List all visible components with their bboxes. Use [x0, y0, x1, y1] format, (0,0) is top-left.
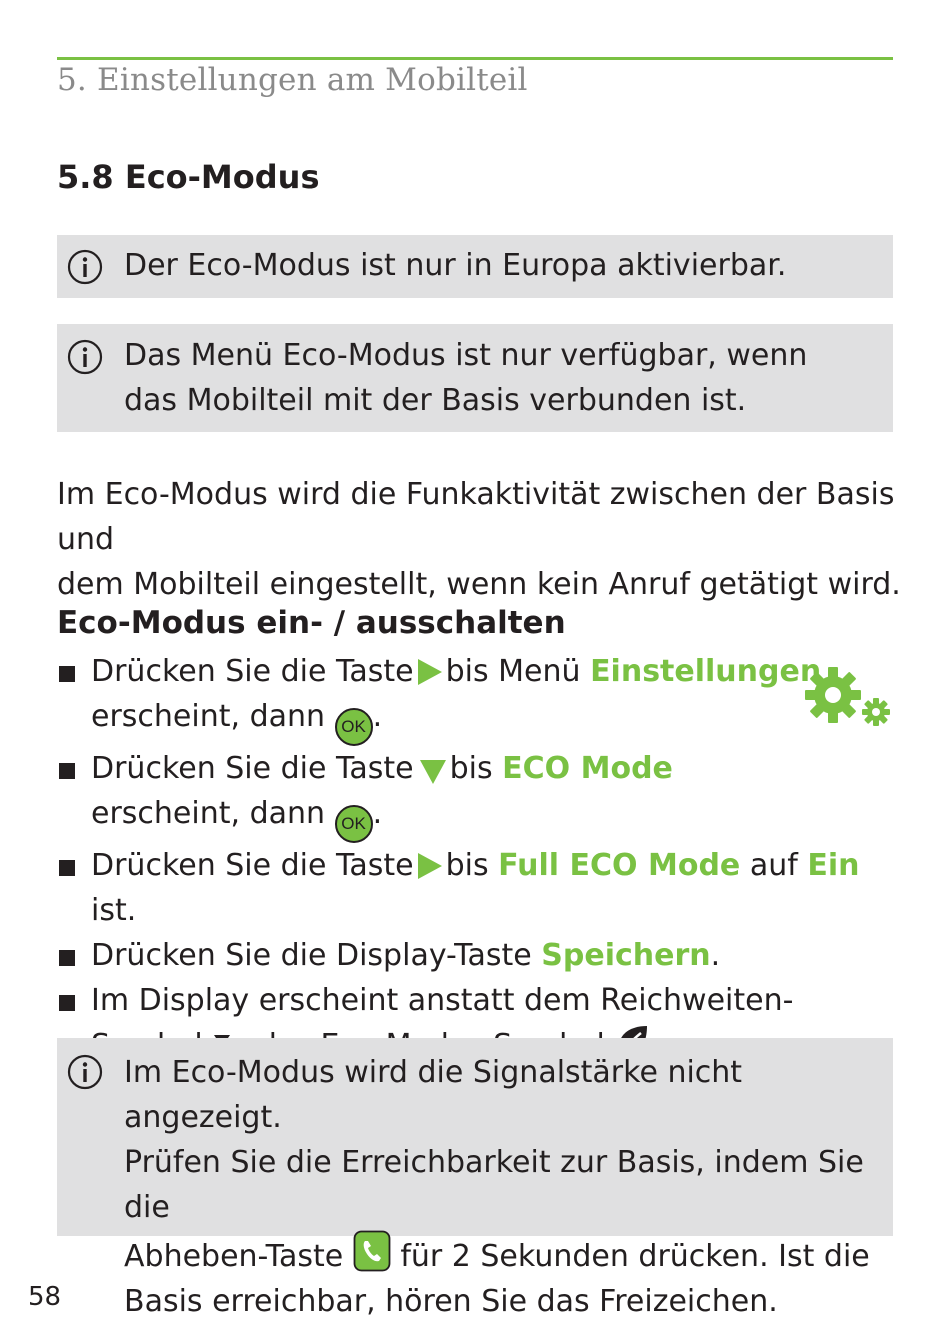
page-number: 58: [28, 1282, 62, 1312]
bullet: [59, 763, 75, 779]
info-icon: [67, 249, 103, 285]
note-line: Abheben-Taste für 2 Sekunden drücken. Ist die: [124, 1230, 893, 1279]
note-line: Prüfen Sie die Erreichbarkeit zur Basis, indem Sie die: [124, 1145, 864, 1225]
call-key-icon: [353, 1230, 391, 1272]
note-line: Das Menü Eco-Modus ist nur verfügbar, wenn: [124, 338, 808, 373]
procedure-heading: Eco-Modus ein- / ausschalten: [57, 605, 566, 641]
chapter-title: 5. Einstellungen am Mobilteil: [57, 62, 528, 98]
note-line: Basis erreichbar, hören Sie das Freizeichen.: [124, 1284, 778, 1319]
note-text: [124, 333, 807, 423]
note-box-menu-availability: [57, 324, 893, 432]
procedure-steps: [57, 649, 907, 1068]
list-item: Drücken Sie die Taste bis ECO Mode erscheint, dann OK .: [57, 746, 907, 843]
arrow-down-icon: [420, 760, 446, 784]
list-item: Drücken Sie die Taste bis Full ECO Mode auf Ein ist.: [57, 843, 907, 933]
intro-line: Im Eco-Modus wird die Funkaktivität zwischen der Basis und: [57, 477, 895, 557]
bullet: [59, 860, 75, 876]
info-icon: [67, 1054, 103, 1090]
ok-button-icon: OK: [335, 805, 373, 843]
bullet: [59, 995, 75, 1011]
list-item: Drücken Sie die Display-Taste Speichern.: [57, 933, 907, 978]
note-box-signal: [57, 1038, 893, 1319]
header-rule: [57, 57, 893, 60]
note-line: Der Eco-Modus ist nur in Europa aktivierbar.: [124, 248, 787, 283]
play-right-icon: [418, 853, 442, 879]
bullet: [59, 666, 75, 682]
note-text: [124, 243, 786, 288]
note-box-europe: [57, 235, 893, 298]
menu-value: Ein: [807, 848, 860, 883]
intro-paragraph: [57, 472, 907, 607]
menu-name: Einstellungen: [590, 654, 822, 689]
note-line: Im Eco-Modus wird die Signalstärke nicht angezeigt.: [124, 1055, 743, 1135]
play-right-icon: [418, 659, 442, 685]
section-title: 5.8 Eco-Modus: [57, 158, 320, 196]
ok-button-icon: OK: [335, 708, 373, 746]
list-item: Drücken Sie die Taste bis Menü Einstellungen erscheint, dann OK .: [57, 649, 907, 746]
softkey-name: Speichern: [541, 938, 711, 973]
bullet: [59, 950, 75, 966]
menu-name: Full ECO Mode: [498, 848, 741, 883]
info-icon: [67, 339, 103, 375]
note-line: das Mobilteil mit der Basis verbunden ist.: [124, 383, 747, 418]
note-text: [124, 1050, 893, 1324]
list-item: Im Display erscheint anstatt dem Reichweiten-: [57, 978, 907, 1068]
menu-name: ECO Mode: [502, 751, 673, 786]
intro-line: dem Mobilteil eingestellt, wenn kein Anruf getätigt wird.: [57, 567, 901, 602]
